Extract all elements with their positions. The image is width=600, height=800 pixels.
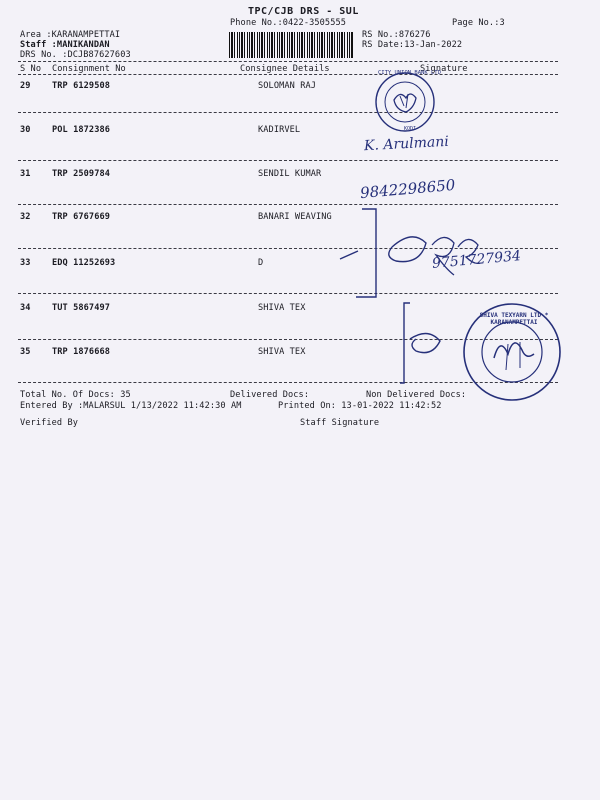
row-sno: 34 xyxy=(20,303,31,313)
row-consignee: SOLOMAN RAJ xyxy=(258,81,317,91)
entered-by: Entered By :MALARSUL 1/13/2022 11:42:30 AM xyxy=(20,401,242,411)
bank-stamp-text: CITY UNION BANK LTD xyxy=(378,70,441,76)
row-consignee: BANARI WEAVING xyxy=(258,212,332,222)
rs-number: RS No.:876276 xyxy=(362,30,431,40)
page-number: Page No.:3 xyxy=(452,18,505,28)
phone-number: Phone No.:0422-3505555 xyxy=(230,18,347,28)
divider xyxy=(18,61,558,62)
row-sno: 35 xyxy=(20,347,31,357)
row-sno: 30 xyxy=(20,125,31,135)
row-sno: 32 xyxy=(20,212,31,222)
handwritten-name: K. Arulmani xyxy=(363,133,450,155)
report-title: TPC/CJB DRS - SUL xyxy=(248,6,359,17)
row-consignee: D xyxy=(258,258,264,268)
row-consignment: TUT 5867497 xyxy=(52,303,111,313)
row-consignee: SHIVA TEX xyxy=(258,347,306,357)
divider xyxy=(18,74,558,75)
row-consignment: TRP 2509784 xyxy=(52,169,111,179)
col-consignment: Consignment No xyxy=(52,64,126,74)
non-delivered-docs: Non Delivered Docs: xyxy=(366,390,467,400)
total-docs: Total No. Of Docs: 35 xyxy=(20,390,131,400)
area-label: Area :KARANAMPETTAI xyxy=(20,30,121,40)
handwritten-phone: 9842298650 xyxy=(359,175,457,203)
company-stamp-text: SHIVA TEXYARN LTD * KARANAMPETTAI xyxy=(479,312,549,326)
row-sno: 31 xyxy=(20,169,31,179)
barcode xyxy=(229,32,353,58)
row-consignee: SENDIL KUMAR xyxy=(258,169,322,179)
staff-signature: Staff Signature xyxy=(300,418,380,428)
row-sno: 33 xyxy=(20,258,31,268)
row-consignment: TRP 1876668 xyxy=(52,347,111,357)
verified-by: Verified By xyxy=(20,418,79,428)
col-sno: S No xyxy=(20,64,42,74)
delivered-docs: Delivered Docs: xyxy=(230,390,310,400)
row-consignee: KADIRVEL xyxy=(258,125,301,135)
printed-on: Printed On: 13-01-2022 11:42:52 xyxy=(278,401,442,411)
handwritten-phone-2: 9751727934 xyxy=(431,248,522,272)
bank-stamp-sub: KODI xyxy=(404,126,417,132)
rs-date: RS Date:13-Jan-2022 xyxy=(362,40,463,50)
row-divider xyxy=(18,160,558,161)
row-consignee: SHIVA TEX xyxy=(258,303,306,313)
row-consignment: POL 1872386 xyxy=(52,125,111,135)
row-consignment: TRP 6129508 xyxy=(52,81,111,91)
drs-number: DRS No. :DCJB87627603 xyxy=(20,50,131,60)
row-divider xyxy=(18,112,558,113)
row-consignment: TRP 6767669 xyxy=(52,212,111,222)
col-consignee: Consignee Details xyxy=(240,64,330,74)
bank-stamp xyxy=(370,70,440,134)
col-signature: Signature xyxy=(420,64,468,74)
row-sno: 29 xyxy=(20,81,31,91)
staff-label: Staff :MANIKANDAN xyxy=(20,40,110,50)
row-consignment: EDQ 11252693 xyxy=(52,258,116,268)
